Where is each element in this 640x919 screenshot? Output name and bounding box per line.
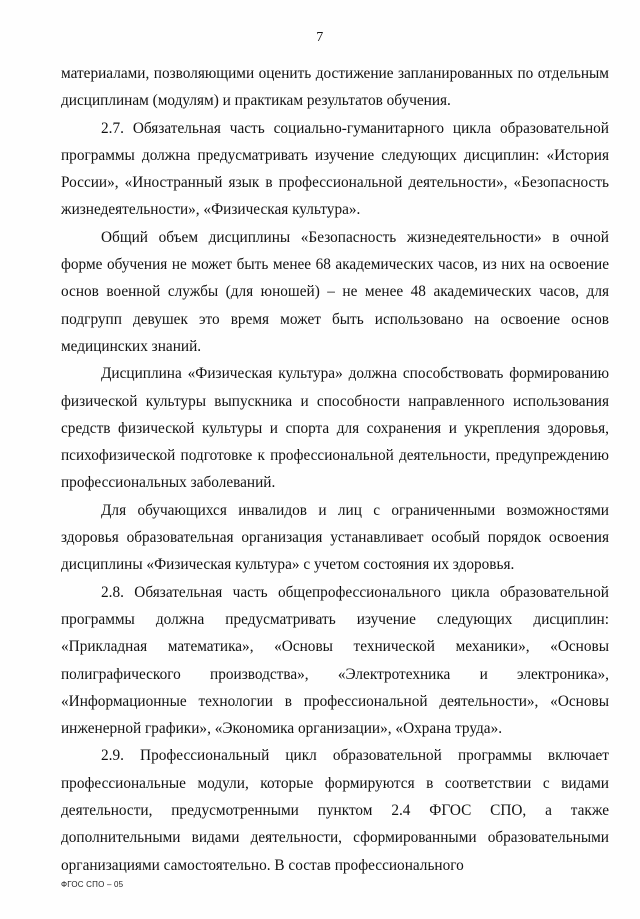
paragraph: материалами, позволяющими оценить достижение запланированных по отдельным дисциплинам (модулям) и практикам результатов обучения. [61, 65, 609, 110]
paragraph-2-9: 2.9. Профессиональный цикл образовательной программы включает профессиональные модули, которые формируются в соответствии с видами деятельности, предусмотренными пунктом 2.4 ФГОС СПО, а также дополнительными видами деятельности, сформированными образовательными организациями самостоятельно. В состав профессионального [61, 747, 609, 874]
paragraph-2-7: 2.7. Обязательная часть социально-гуманитарного цикла образовательной программы должна предусматривать изучение следующих дисциплин: «История России», «Иностранный язык в профессиональной деятельности», «Безопасность жизнедеятельности», «Физическая культура». [61, 119, 609, 219]
paragraph-disabled-students: Для обучающихся инвалидов и лиц с ограниченными возможностями здоровья образовательная организация устанавливает особый порядок освоения дисциплины «Физическая культура» с учетом состояния их здоровья. [61, 501, 609, 574]
footer-label: ФГОС СПО – 05 [61, 880, 124, 889]
paragraph-physical-culture: Дисциплина «Физическая культура» должна способствовать формированию физической культуры выпускника и способности направленного использования средств физической культуры и спорта для сохранения и укрепления здоровья, психофизической подготовке к профессиональной деятельности, предупреждению профессиональных заболеваний. [61, 365, 609, 492]
document-body [61, 60, 609, 879]
paragraph-2-8: 2.8. Обязательная часть общепрофессионального цикла образовательной программы должна предусматривать изучение следующих дисциплин: «Прикладная математика», «Основы технической механики», «Основы полиграфического производства», «Электротехника и электроника», «Информационные технологии в профессиональной деятельности», «Основы инженерной графики», «Экономика организации», «Охрана труда». [61, 583, 609, 738]
page-number: 7 [316, 30, 324, 45]
paragraph-bzh-volume: Общий объем дисциплины «Безопасность жизнедеятельности» в очной форме обучения не может быть менее 68 академических часов, из них на освоение основ военной службы (для юношей) – не менее 48 академических часов, для подгрупп девушек это время может быть использовано на освоение основ медицинских знаний. [61, 228, 609, 355]
